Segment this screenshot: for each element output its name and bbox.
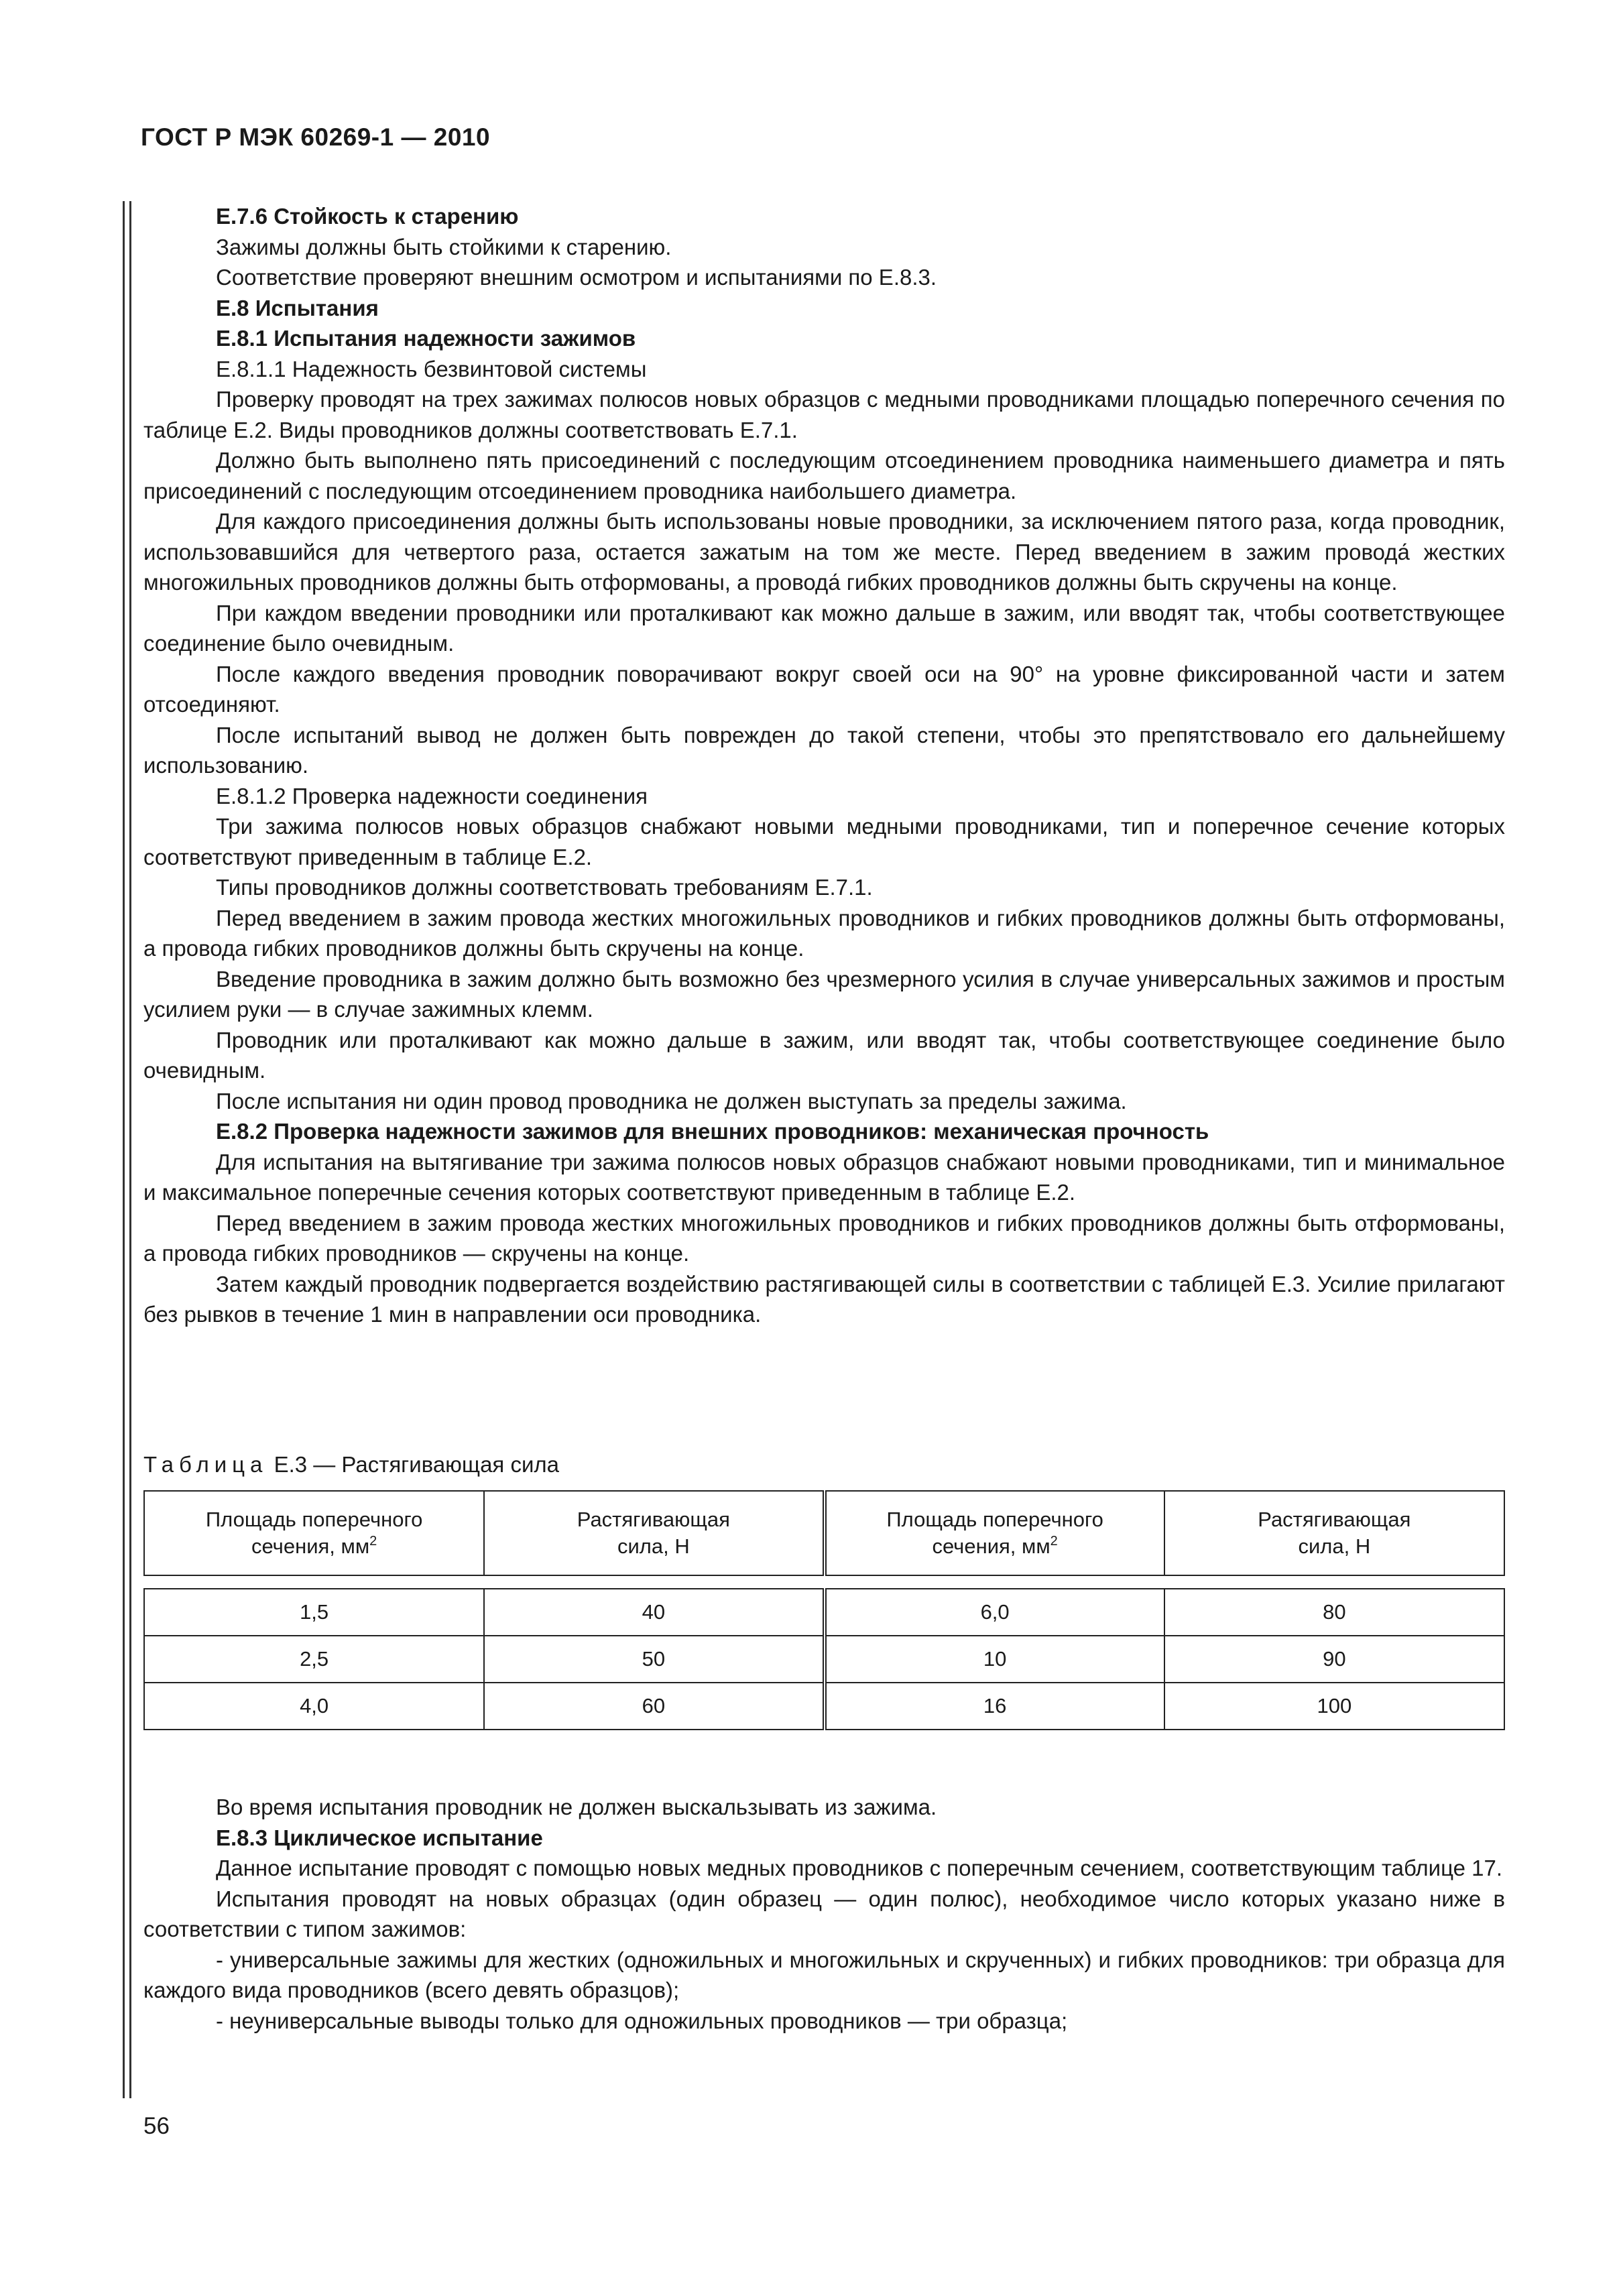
page-header: ГОСТ Р МЭК 60269-1 — 2010	[141, 123, 491, 151]
paragraph: Проводник или проталкивают как можно дальше в зажим, или вводят так, чтобы соответствующее соединение было очевидным.	[143, 1027, 1505, 1083]
header-force-2: Растягивающая сила, Н	[1164, 1491, 1504, 1575]
paragraph: Во время испытания проводник не должен выскальзывать из зажима.	[216, 1795, 937, 1819]
paragraph: Для испытания на вытягивание три зажима полюсов новых образцов снабжают новыми проводниками, тип и минимальное и максимальное поперечные сечения которых соответствуют приведенным в таблице E.2.	[143, 1149, 1505, 1205]
paragraph: - универсальные зажимы для жестких (одножильных и многожильных и скрученных) и гибких проводников: три образца для каждого вида проводников (всего девять образцов);	[143, 1947, 1505, 2002]
paragraph: После испытаний вывод не должен быть поврежден до такой степени, чтобы это препятствовало его дальнейшему использованию.	[143, 722, 1505, 778]
paragraph: Соответствие проверяют внешним осмотром и испытаниями по E.8.3.	[216, 265, 937, 290]
header-area-2: Площадь поперечного сечения, $мм^2$	[825, 1491, 1164, 1575]
paragraph: При каждом введении проводники или проталкивают как можно дальше в зажим, или вводят так, чтобы соответствующее соединение было очевидным.	[143, 600, 1505, 656]
paragraph: Три зажима полюсов новых образцов снабжают новыми медными проводниками, тип и поперечное сечение которых соответствуют приведенным в таблице E.2.	[143, 814, 1505, 869]
header-area-1: Площадь поперечного сечения, $мм^2$	[144, 1491, 484, 1575]
table-cell: 80	[1164, 1589, 1504, 1636]
paragraph: Перед введением в зажим провода жестких многожильных проводников и гибких проводников должны быть отформованы, а провода гибких проводников должны быть скручены на конце.	[143, 905, 1505, 961]
table-row	[144, 1683, 1504, 1730]
paragraph: После каждого введения проводник поворачивают вокруг своей оси на 90° на уровне фиксированной части и затем отсоединяют.	[143, 661, 1505, 717]
table-caption-prefix: Таблица	[143, 1452, 268, 1477]
table-caption	[143, 1449, 559, 1479]
paragraph: Затем каждый проводник подвергается воздействию растягивающей силы в соответствии с таблицей E.3. Усилие прилагают без рывков в течение 1 мин в направлении оси проводника.	[143, 1271, 1505, 1327]
section-heading: E.8.1 Испытания надежности зажимов	[216, 326, 636, 351]
table-cell: 90	[1164, 1636, 1504, 1683]
table-row	[144, 1589, 1504, 1636]
tensile-force-table	[143, 1490, 1505, 1730]
table-cell: 10	[825, 1636, 1164, 1683]
section-heading: E.8 Испытания	[216, 295, 379, 320]
body-text	[143, 201, 1505, 1330]
table-cell: 100	[1164, 1683, 1504, 1730]
body-text-after-table	[143, 1792, 1505, 2036]
paragraph: Для каждого присоединения должны быть использованы новые проводники, за исключением пятого раза, когда проводник, использовавшийся для четвертого раза, остается зажатым на том же месте. Перед введением в зажим провода́ жестких многожильных проводников должны быть отформованы, а провода́ гибких проводников должны быть скручены на конце.	[143, 509, 1505, 595]
paragraph: Зажимы должны быть стойкими к старению.	[216, 234, 672, 259]
change-bar	[129, 201, 131, 2098]
page-number: 56	[143, 2113, 170, 2139]
section-heading: E.8.3 Циклическое испытание	[216, 1825, 543, 1850]
paragraph: После испытания ни один провод проводника не должен выступать за пределы зажима.	[216, 1088, 1127, 1113]
paragraph: Испытания проводят на новых образцах (один образец — один полюс), необходимое число которых указано ниже в соответствии с типом зажимов:	[143, 1886, 1505, 1941]
table-cell: 4,0	[144, 1683, 484, 1730]
paragraph: Должно быть выполнено пять присоединений с последующим отсоединением проводника наименьшего диаметра и пять присоединений с последующим отсоединением проводника наибольшего диаметра.	[143, 448, 1505, 503]
change-bar	[123, 201, 125, 2098]
paragraph: Типы проводников должны соответствовать требованиям E.7.1.	[216, 875, 873, 900]
table-caption-title: E.3 — Растягивающая сила	[274, 1452, 560, 1477]
paragraph: Проверку проводят на трех зажимах полюсов новых образцов с медными проводниками площадью поперечного сечения по таблице E.2. Виды проводников должны соответствовать E.7.1.	[143, 387, 1505, 442]
header-force-1: Растягивающая сила, Н	[484, 1491, 824, 1575]
table-cell: 2,5	[144, 1636, 484, 1683]
table-cell: 16	[825, 1683, 1164, 1730]
table-cell: 6,0	[825, 1589, 1164, 1636]
paragraph: E.8.1.2 Проверка надежности соединения	[216, 783, 648, 808]
table-cell: 1,5	[144, 1589, 484, 1636]
paragraph: Перед введением в зажим провода жестких многожильных проводников и гибких проводников должны быть отформованы, а провода гибких проводников — скручены на конце.	[143, 1210, 1505, 1266]
table-cell: 40	[484, 1589, 824, 1636]
table-cell: 60	[484, 1683, 824, 1730]
heading-e76: E.7.6 Стойкость к старению	[216, 204, 519, 229]
paragraph: - неуниверсальные выводы только для одножильных проводников — три образца;	[216, 2008, 1068, 2033]
table-cell: 50	[484, 1636, 824, 1683]
paragraph: Данное испытание проводят с помощью новых медных проводников с поперечным сечением, соответствующим таблице 17.	[216, 1856, 1503, 1880]
paragraph: E.8.1.1 Надежность безвинтовой системы	[216, 356, 647, 381]
table-row	[144, 1636, 1504, 1683]
paragraph: Введение проводника в зажим должно быть возможно без чрезмерного усилия в случае универсальных зажимов и простым усилием руки — в случае зажимных клемм.	[143, 966, 1505, 1022]
section-heading: E.8.2 Проверка надежности зажимов для внешних проводников: механическая прочность	[216, 1119, 1209, 1144]
